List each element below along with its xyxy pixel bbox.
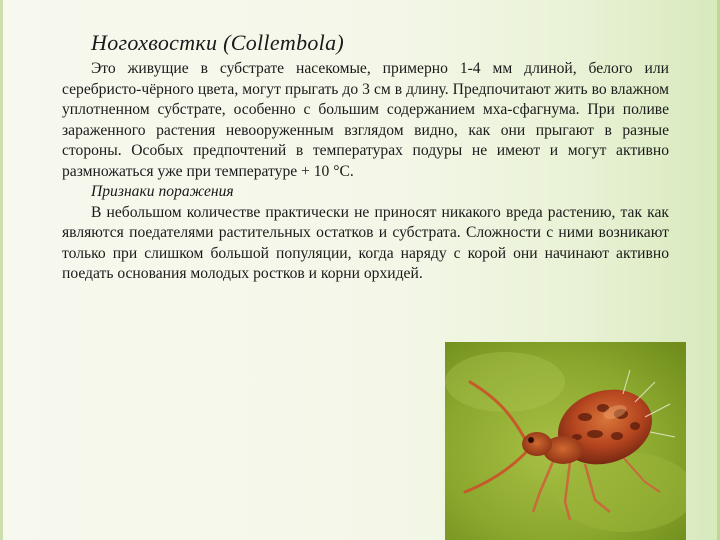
slide-body xyxy=(62,59,669,285)
paragraph-description: Это живущие в субстрате насекомые, примерно 1-4 мм длиной, белого или серебристо-чёрного цвета, могут прыгать до 3 см в длину. Предпочитают жить во влажном уплотненном субстрате, особенно с большим содержанием мха-сфагнума. При поливе зараженного растения невооруженным взглядом видно, как они прыгают в разные стороны. Особых предпочтений в температурах подуры не имеют и могут активно размножаться уже при температуре + 10 °С. xyxy=(62,60,669,180)
springtail-illustration xyxy=(445,342,686,540)
paragraph-damage: В небольшом количестве практически не приносят никакого вреда растению, так как являются поедателями растительных остатков и субстрата. Сложности с ними возникают только при слишком большой популяции, когда наряду с корой они начинают активно поедать основания молодых ростков и корни орхидей. xyxy=(62,203,669,282)
springtail-photo xyxy=(445,342,686,540)
subheading-damage-signs: Признаки поражения xyxy=(91,183,234,200)
slide-title: Ногохвостки (Collembola) xyxy=(91,30,345,55)
